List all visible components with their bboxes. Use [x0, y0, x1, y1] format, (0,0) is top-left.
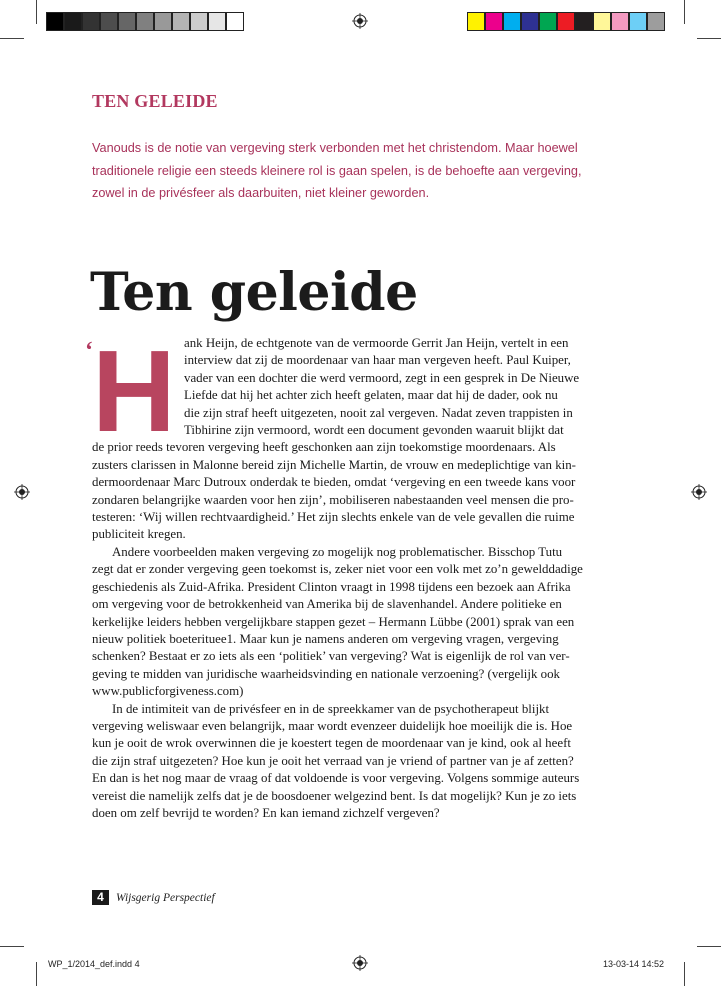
color-swatch — [575, 12, 593, 31]
section-kicker: TEN GELEIDE — [92, 91, 218, 111]
body-line: schenken? Bestaat er zo iets als een ‘politiek’ van vergeving? Wat is eigenlijk de rol van ver- — [92, 649, 570, 664]
body-line: In de intimiteit van de privésfeer en in de spreekkamer van de psychotherapeut blijkt — [112, 701, 550, 716]
color-swatch — [593, 12, 611, 31]
crop-mark — [684, 0, 685, 24]
color-swatch — [467, 12, 485, 31]
journal-name: Wijsgerig Perspectief — [116, 891, 215, 904]
body-line: geschiedenis als Zuid-Afrika. President Clinton vraagt in 1998 tijdens een bezoek aan Afrika — [92, 579, 571, 594]
color-swatch — [208, 12, 226, 31]
body-line: ank Heijn, de echtgenote van de vermoorde Gerrit Jan Heijn, vertelt in een — [184, 336, 569, 350]
color-swatch — [647, 12, 665, 31]
body-line: Liefde dat hij het achter zich heeft gelaten, maar dat hij de dader, ook nu — [184, 388, 558, 403]
body-line: www.publicforgiveness.com) — [92, 684, 244, 699]
crop-mark — [697, 38, 721, 39]
crop-mark — [697, 946, 721, 947]
body-line: nieuw politiek boeterituee1. Maar kun je namens anderen om vergeving vragen, vergeving — [92, 631, 559, 646]
color-swatch — [46, 12, 64, 31]
body-line: de prior reeds tevoren vergeving heeft geschonken aan zijn toekomstige moordenaars. Als — [92, 440, 556, 455]
drop-cap: H — [92, 326, 174, 456]
body-line: kun je ooit de wrok overwinnen die je koestert tegen de moordenaar van je kind, ook al heeft — [92, 736, 571, 751]
process-color-bar — [467, 12, 665, 31]
intro-line: Vanouds is de notie van vergeving sterk verbonden met het christendom. Maar hoewel — [92, 141, 578, 155]
page-folio — [92, 890, 215, 905]
color-swatch — [136, 12, 154, 31]
registration-mark-icon — [691, 484, 707, 500]
body-line: geving te midden van juridische waarheidsvinding en nationale verzoening? (vergelijk ook — [92, 666, 560, 681]
color-swatch — [172, 12, 190, 31]
color-swatch — [118, 12, 136, 31]
color-swatch — [82, 12, 100, 31]
body-line: interview dat zij de moordenaar van haar man vergeven heeft. Paul Kuiper, — [184, 353, 571, 368]
body-line: die zijn straf uitgezeten? Hoe kun je ooit het verraad van je vriend of partner van je af zetten? — [92, 753, 574, 768]
body-line: vader van een dochter die werd vermoord, zegt in een gesprek in De Nieuwe — [184, 370, 580, 385]
color-swatch — [100, 12, 118, 31]
body-line: publiciteit kregen. — [92, 527, 186, 542]
body-line: doen om zelf bevrijd te worden? En kan iemand zichzelf vergeven? — [92, 805, 440, 820]
body-line: Andere voorbeelden maken vergeving zo mogelijk nog problematischer. Bisschop Tutu — [112, 544, 563, 559]
color-swatch — [226, 12, 244, 31]
color-swatch — [629, 12, 647, 31]
intro-paragraph — [92, 137, 637, 205]
registration-mark-icon — [14, 484, 30, 500]
color-swatch — [503, 12, 521, 31]
color-swatch — [485, 12, 503, 31]
slug-date: 13-03-14 14:52 — [603, 959, 665, 969]
intro-line: traditionele religie een steeds kleinere rol is gaan spelen, is de behoefte aan vergeving, — [92, 163, 582, 178]
color-swatch — [190, 12, 208, 31]
color-swatch — [539, 12, 557, 31]
article-title: Ten geleide — [90, 262, 418, 323]
body-line: testeren: ‘Wij willen rechtvaardigheid.’ Het zijn slechts enkele van de vele gevallen die ruime — [92, 510, 575, 525]
grayscale-color-bar — [46, 12, 244, 31]
intro-line: zowel in de privésfeer als daarbuiten, niet kleiner geworden. — [92, 186, 430, 200]
body-line: die zijn straf heeft uitgezeten, nooit zal vergeven. Nadat zeven trappisten in — [184, 405, 573, 420]
opening-quote-mark: ‘ — [85, 338, 93, 364]
body-line: En dan is het nog maar de vraag of dat voldoende is voor vergeving. Volgens sommige auteurs — [92, 771, 580, 786]
crop-mark — [0, 38, 24, 39]
color-swatch — [64, 12, 82, 31]
crop-mark — [36, 0, 37, 24]
page-number: 4 — [92, 890, 109, 905]
body-line: vereist die namelijk zelfs dat je de boosdoener welgezind bent. Is dat mogelijk? Kun je zo iets — [92, 788, 577, 803]
body-line: dermoordenaar Marc Dutroux onderdak te bieden, omdat ‘vergeving en een tweede kans voor — [92, 475, 576, 490]
color-swatch — [611, 12, 629, 31]
body-line: Tibhirine zijn vermoord, wordt een document gevonden waaruit blijkt dat — [184, 423, 564, 438]
crop-mark — [0, 946, 24, 947]
registration-mark-icon — [352, 955, 368, 971]
color-swatch — [521, 12, 539, 31]
body-line: om vergeving voor de betrokkenheid van Amerika bij de slavenhandel. Andere politieke en — [92, 597, 562, 612]
registration-mark-icon — [352, 13, 368, 29]
color-swatch — [154, 12, 172, 31]
color-swatch — [557, 12, 575, 31]
body-line: vergeving weliswaar even belangrijk, maar wordt evenzeer duidelijk hoe moeilijk die is. Hoe — [92, 718, 573, 733]
body-line: zusters clarissen in Malonne bereid zijn Michelle Martin, de vrouw en medeplichtige van kin- — [92, 457, 576, 472]
body-line: kerkelijke leiders hebben vergelijkbare stappen gezet – Hermann Lübbe (2001) sprak van een — [92, 614, 575, 629]
crop-mark — [36, 962, 37, 986]
article-body — [92, 326, 640, 822]
slug-file: WP_1/2014_def.indd 4 — [48, 959, 140, 969]
body-line: zegt dat er zonder vergeving geen toekomst is, zeker niet voor een volk met zo’n gewelddadige — [92, 562, 583, 577]
crop-mark — [684, 962, 685, 986]
body-line: zondaren belangrijke waarden voor hen zijn’, mobiliseren nabestaanden veel mensen die pro- — [92, 492, 574, 507]
